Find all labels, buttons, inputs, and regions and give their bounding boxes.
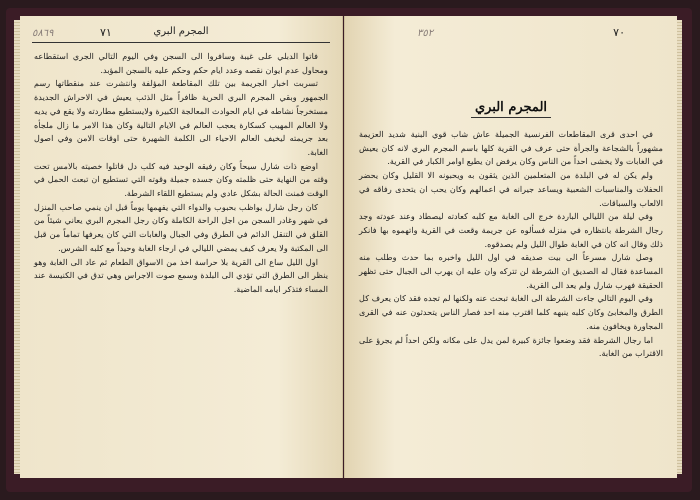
pencil-mark: ٥٨٦٩ xyxy=(32,28,54,39)
paragraph: اما رجال الشرطة فقد وضعوا جائزة كبيرة لمن يدل على مكانه ولكن احداً لم يجرؤ على الاقتراب من الغابة. xyxy=(359,334,663,359)
paragraph: اول الليل ساع الى القرية بلا حراسة اخذ من الاسواق الطعام ثم عاد الى الغابة وهو ينظر الى الطرق التي تؤدي الى البلدة وسمع صوت الاجراس وهي تدق في الكنيسة عند المساء فتذكر ايامه الماضية. xyxy=(34,256,328,294)
left-page-header xyxy=(32,24,330,44)
paragraph: وفي ليلة من الليالي الباردة خرج الى الغابة مع كلبه كعادته ليصطاد وعند عودته وجد رجال الشرطة بانتظاره في منزله فسألوه عن جريمة وقعت في القرية واتهموه بها فانكر ذلك وقال انه كان في الغابة طوال الليل ولم يصدقوه. xyxy=(359,211,663,249)
pencil-mark: ٣٥٢ xyxy=(417,28,434,39)
page-number: ٧١ xyxy=(100,26,112,39)
paragraph: في احدى قرى المقاطعات الفرنسية الجميلة عاش شاب قوي البنية شديد العزيمة مشهوراً بالشجاعة والجرأة حتى عرف في القرية كلها باسم المجرم البري لانه كان يعيش في الغابات ولا يخشى احداً من الناس وكان يرفض ان يطيع اوامر الكبار في القرية. xyxy=(359,129,663,167)
paragraph: وصل شارل مسرعاً الى بيت صديقه في اول الليل واخبره بما حدث وطلب منه المساعدة فقال له الصديق ان الشرطة لن تتركه وان عليه ان يهرب الى الجبال حتى تظهر الحقيقة فهرب شارل ولم يعد الى القرية. xyxy=(359,252,663,290)
left-page-body xyxy=(34,50,328,297)
title-underline xyxy=(471,117,551,118)
paragraph: اوضع ذات شارل سيحاً وكان رفيقه الوحيد فيه كلب دل قاتلوا خصيته بالامس تحت وقته من النهاية حتى ظلمته وكان جسده جميلة وقوته التي تستطيع ان تبعث الحمل في الوقت فمنت الحالة بشكل عادي ولم يستطيع اللقاء الشرطة. xyxy=(34,160,328,199)
paragraph: فاتوا الدبلي على غيبة وسافروا الى السجن وفي اليوم التالي الجري استقطاعه ومحاول عدم ايوان نقصه وعدد ايام حكم وحكم عليه بالسجن المؤبد. xyxy=(34,51,328,75)
right-page-body xyxy=(359,128,663,361)
paragraph: كان رجل شارل يواظب بحبوب والدواء التي يفهمها يوماً قبل ان ينمي صاحب المنزل في شهر وغادر السجن من اجل الراحة الكاملة وكان رجل المجرم البري يعاني شيئاً من القلق في التنقل الدائم في الطرق وفي الجبال والغابات التي كان يعرفها تماماً من قبل الى المكتبة ولا يعرف كيف يمضي الليالي في ارجاء الغابة وحيداً مع كلبه الشرس. xyxy=(34,201,328,253)
running-title: المجرم البري xyxy=(153,26,209,37)
right-page xyxy=(344,16,677,478)
right-page-header xyxy=(357,24,665,44)
paragraph: وفي اليوم التالي جاءت الشرطة الى الغابة تبحث عنه ولكنها لم تجده فقد كان يعرف كل الطرق والمخابئ وكان كلبه ينبهه كلما اقترب منه احد فصار الناس يتحدثون عنه في القرى المجاورة ويخافون منه. xyxy=(359,293,663,331)
header-rule xyxy=(32,42,330,43)
page-number: ٧٠ xyxy=(613,26,625,39)
paragraph: تسربت اخبار الجريمة بين تلك المقاطعة المؤلفة وانتشرت عند منقطاتها رسم الجمهور وبقي المجرم البري الحرية ظافراً مثل الذئب يعيش في الاحراش الجديدة مستخرجاً نشاطه في ايام الحوادث المعالجة الكبيرة ولايستطيع مطاردته ولا يقع في يديه ولا العالم المهيب كسكارة يعجب العالم في الايام التالية وكان هذا الامر ما زال ملجأه بعد جريمته ليخيف العالم الاحياء الى الكلمة الشهيرة حتى اوقات الامن وفي اصول الغابة. xyxy=(34,78,328,157)
chapter-title xyxy=(345,100,677,118)
chapter-title-text: المجرم البري xyxy=(474,100,548,115)
left-page xyxy=(20,16,343,478)
paragraph: ولم يكن له في البلدة من المتعلمين الذين يثقون به ويحبونه الا القليل وكان يحضر الحفلات والمناسبات الشعبية ويساعد جيرانه في اعمالهم وكان يحب ان يتحدى رفاقه في الالعاب والسباقات. xyxy=(359,170,663,208)
